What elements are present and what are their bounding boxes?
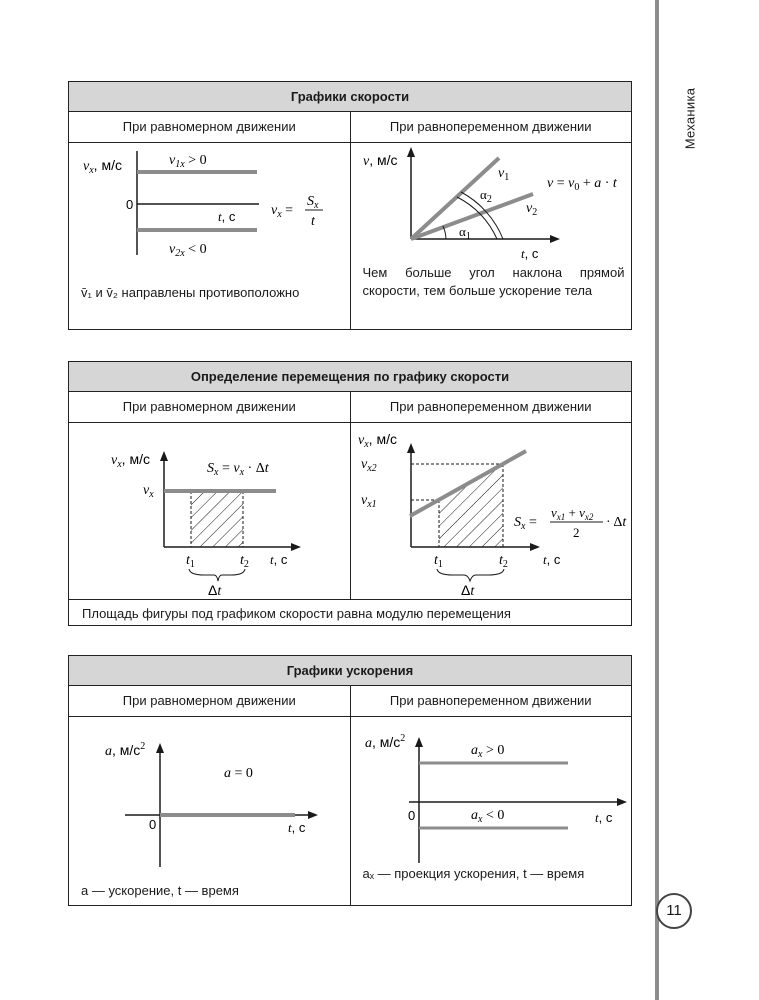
note: Чем больше угол наклона прямой скорости, тем больше ускорение тела: [362, 265, 625, 298]
svg-text:t, с: t, с: [288, 820, 306, 835]
column-header-accelerated: При равнопеременном движении: [389, 693, 592, 708]
svg-text:vx1: $v_{x1}$: [360, 493, 377, 510]
accelerated-acceleration-cell: [351, 717, 632, 906]
section-title: Графики скорости: [69, 82, 631, 112]
column-header-accelerated: При равнопеременном движении: [389, 119, 592, 134]
note: v̄₁ и v̄₂ направлены противоположно: [81, 285, 300, 300]
svg-text:0: 0: [126, 197, 134, 212]
svg-text:t2: $t_2$: [498, 553, 508, 570]
svg-text:vx, м/с: $v_x$, м/с: [111, 451, 150, 470]
accelerated-displacement-cell: [351, 423, 632, 599]
svg-text:t, с: t, с: [542, 552, 560, 567]
column-header-uniform: При равномерном движении: [69, 112, 351, 142]
svg-text:vx1 + vx2: $v_{x1} + v_{x2}$: [550, 505, 593, 522]
svg-text:v, м/с: v, м/с: [362, 152, 398, 169]
column-header-accelerated: При равнопеременном движении: [389, 399, 592, 414]
acceleration-graphs-table: [68, 655, 632, 906]
uniform-velocity-cell: [69, 143, 351, 330]
svg-text:ax > 0: $a_x > 0$: [470, 743, 504, 760]
svg-text:0: 0: [149, 817, 157, 832]
uniform-displacement-graph: [69, 423, 350, 599]
displacement-table: [68, 361, 632, 626]
side-title: Механика: [682, 87, 698, 150]
column-header-uniform: При равномерном движении: [69, 392, 351, 422]
svg-text:Sx =: $S_x$ =: [513, 515, 537, 532]
margin-line: [655, 0, 659, 1000]
uniform-acceleration-graph: [69, 717, 350, 906]
svg-text:0: 0: [407, 808, 415, 823]
svg-text:t2: $t_2$: [240, 553, 249, 570]
svg-text:t1: $t_1$: [433, 553, 443, 570]
uniform-acceleration-cell: [69, 717, 351, 906]
svg-text:α1: $\alpha_1$: [458, 224, 471, 242]
svg-text:vx: $v_x$: [143, 483, 154, 500]
note: a — ускорение, t — время: [81, 883, 239, 898]
svg-text:Δt: Δt: [208, 582, 222, 599]
svg-text:vx, м/с: $v_x$, м/с: [83, 157, 122, 176]
svg-text:v2x < 0: $v_{2x} < 0$: [169, 242, 207, 259]
svg-text:· Δt: · Δt: [605, 515, 626, 530]
footnote: Площадь фигуры под графиком скорости равна модулю перемещения: [69, 599, 631, 627]
section-title: Графики ускорения: [69, 656, 631, 686]
svg-text:α2: $\alpha_2$: [479, 187, 492, 205]
svg-text:v1x > 0: $v_{1x} > 0$: [169, 153, 207, 170]
svg-text:v = v0 + a · t: $v = v_0 + a \cdot t$: [546, 176, 617, 193]
svg-text:vx2: $v_{x2}$: [360, 457, 377, 474]
svg-text:2: 2: [572, 525, 579, 540]
accelerated-displacement-graph: [351, 423, 632, 599]
svg-text:t, с: t, с: [594, 810, 612, 825]
svg-text:Δt: Δt: [460, 582, 474, 599]
svg-text:ax < 0: $a_x < 0$: [470, 808, 504, 825]
uniform-displacement-cell: [69, 423, 351, 599]
accelerated-velocity-cell: [351, 143, 632, 330]
svg-text:Sx = vx · Δt: $S_x = v_x \cdot \Delta t$: [207, 461, 269, 478]
svg-text:v1: $v_1$: [497, 166, 509, 183]
svg-text:a = 0: a = 0: [224, 766, 253, 781]
svg-text:t, с: t, с: [270, 552, 288, 567]
svg-text:t: t: [311, 214, 315, 229]
svg-text:Sx: $S_x$: [307, 194, 319, 211]
svg-text:a, м/с2: a, $м/с^2$: [105, 741, 146, 759]
svg-text:vx =: $v_x$ =: [271, 203, 294, 220]
svg-text:t, с: t, с: [218, 209, 236, 224]
column-header-uniform: При равномерном движении: [69, 686, 351, 716]
svg-text:t1: $t_1$: [186, 553, 195, 570]
svg-text:v2: $v_2$: [525, 201, 537, 218]
accelerated-velocity-graph: [351, 143, 632, 330]
svg-text:vx, м/с: $v_x$, м/с: [357, 431, 397, 450]
velocity-graphs-table: [68, 81, 632, 330]
svg-text:a, м/с2: a, $м/с^2$: [364, 733, 405, 751]
section-title: Определение перемещения по графику скорости: [69, 362, 631, 392]
svg-text:t, с: t, с: [520, 246, 538, 261]
note: aₓ — проекция ускорения, t — время: [362, 866, 585, 881]
page-number: 11: [656, 893, 692, 929]
